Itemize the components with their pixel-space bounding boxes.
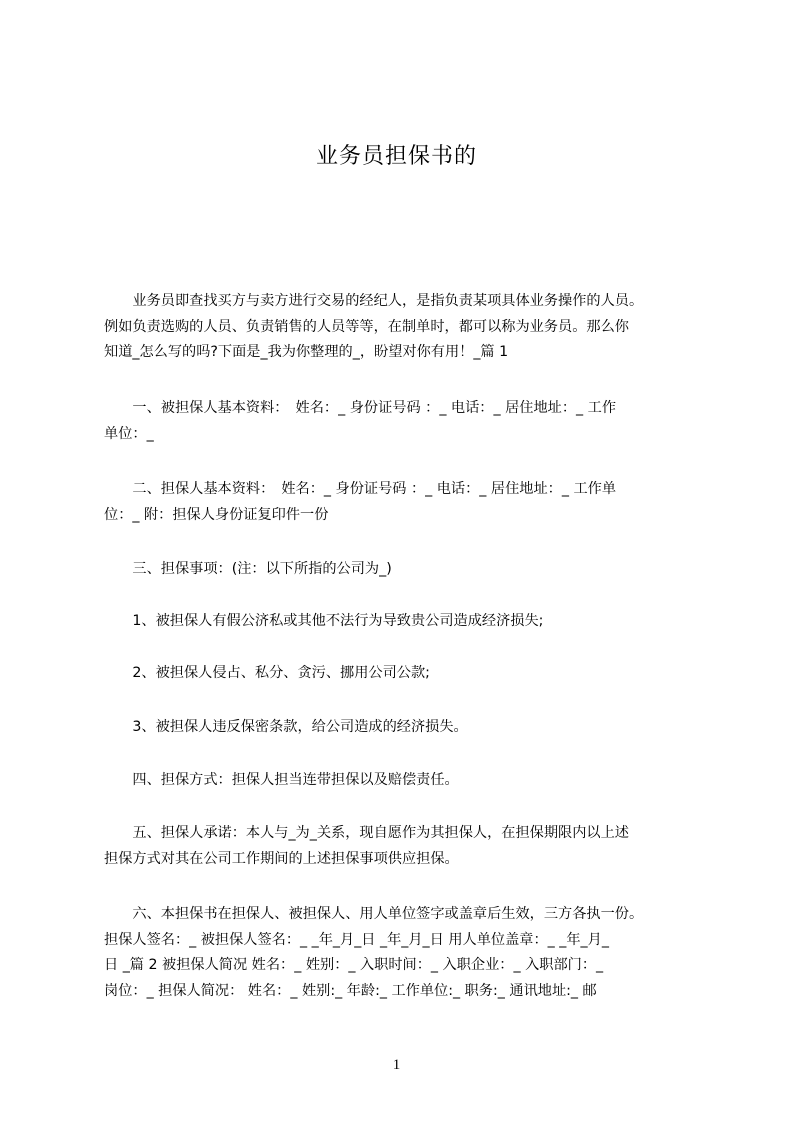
text-line: 二、担保人基本资料： 姓名：_ 身份证号码 ：_ 电话：_ 居住地址：_ 工作单 (104, 481, 617, 497)
item-2 (104, 661, 706, 687)
section-5-guarantor-commitment (104, 821, 706, 872)
text-line: 四、担保方式：担保人担当连带担保以及赔偿责任。 (104, 772, 459, 788)
document-title: 业务员担保书的 (315, 144, 477, 169)
text-line: 一、被担保人基本资料： 姓名：_ 身份证号码 ：_ 电话：_ 居住地址：_ 工作 (104, 400, 617, 416)
text-line: 五、担保人承诺：本人与_为_关系，现自愿作为其担保人，在担保期限内以上述 (104, 825, 629, 841)
text-line: 六、本担保书在担保人、被担保人、用人单位签字或盖章后生效，三方各执一份。 (104, 906, 644, 922)
section-4-guarantee-method (104, 768, 706, 794)
text-line: 单位：_ (104, 425, 154, 442)
text-line: 担保人签名：_ 被担保人签名：_ _年_月_日 _年_月_日 用人单位盖章：_ _年_月_ (104, 931, 609, 948)
item-3 (104, 715, 706, 741)
text-line: 知道_怎么写的吗?下面是_我为你整理的_，盼望对你有用！_篇 1 (104, 344, 509, 360)
text-line: 2、被担保人侵占、私分、贪污、挪用公司公款; (104, 665, 430, 681)
text-line: 业务员即查找买方与卖方进行交易的经纪人，是指负责某项具体业务操作的人员。 (104, 293, 644, 309)
item-1 (104, 609, 706, 635)
page-number: 1 (392, 1057, 401, 1073)
section-6-effectiveness-and-signatures (104, 902, 706, 1004)
text-line: 日 _篇 2 被担保人简况 姓名：_ 姓别：_ 入职时间：_ 入职企业：_ 入职部门：_ (104, 957, 604, 973)
text-line: 1、被担保人有假公济私或其他不法行为导致贵公司造成经济损失; (104, 613, 544, 629)
section-1-guaranteed-person-info (104, 396, 706, 447)
section-2-guarantor-info (104, 477, 706, 528)
text-line: 位：_ 附：担保人身份证复印件一份 (104, 506, 329, 523)
text-line: 3、被担保人违反保密条款，给公司造成的经济损失。 (104, 719, 468, 735)
section-3-guarantee-matters (104, 557, 706, 583)
text-line: 三、担保事项：(注：以下所指的公司为_) (104, 561, 392, 577)
text-line: 例如负责选购的人员、负责销售的人员等等，在制单时，都可以称为业务员。那么你 (104, 318, 629, 335)
intro-paragraph (104, 289, 706, 366)
text-line: 岗位：_ 担保人简况： 姓名：_ 姓别:_ 年龄:_ 工作单位:_ 职务:_ 通讯地址:_ 邮 (104, 982, 597, 999)
text-line: 担保方式对其在公司工作期间的上述担保事项供应担保。 (104, 850, 459, 867)
